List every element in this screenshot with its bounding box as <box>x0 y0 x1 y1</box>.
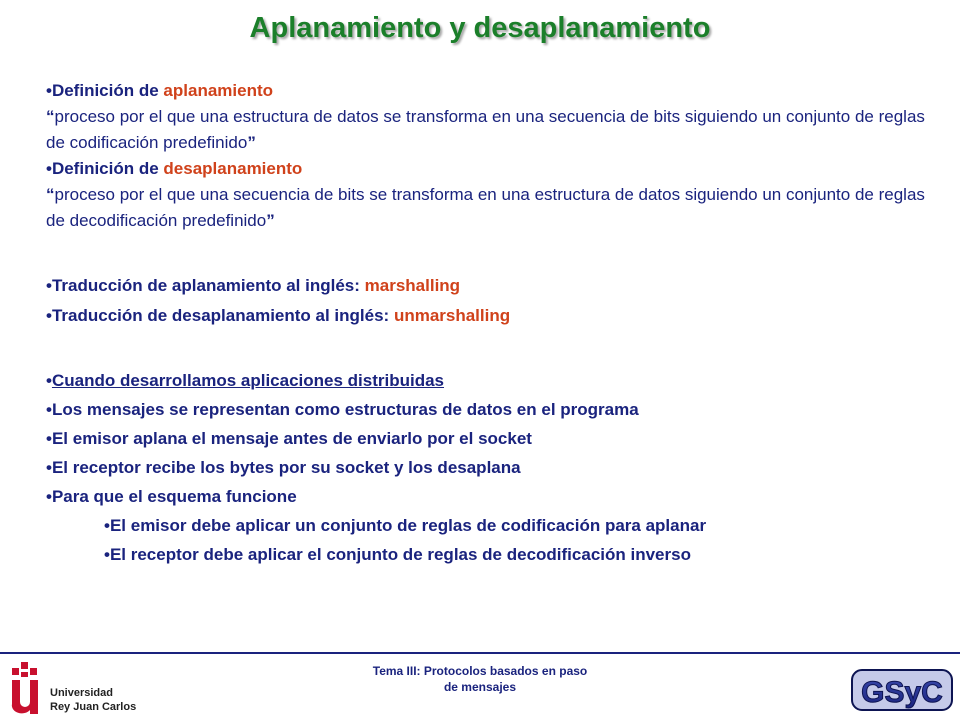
bullet: • <box>46 159 52 178</box>
bullet: • <box>46 81 52 100</box>
definition-prefix: Definición de <box>51 159 164 178</box>
sub-list-item <box>46 542 926 568</box>
bullet: • <box>104 545 110 564</box>
bullet: • <box>46 458 52 477</box>
translation-prefix: Traducción de desaplanamiento al inglés: <box>51 306 394 325</box>
slide-content <box>46 78 926 568</box>
spacer <box>46 234 926 260</box>
list-item-text: El emisor aplana el mensaje antes de enviarlo por el socket <box>51 429 532 448</box>
distributed-heading-text: Cuando desarrollamos aplicaciones distribuidas <box>51 371 445 390</box>
university-name-line1: Universidad <box>50 687 113 699</box>
translation-prefix: Traducción de aplanamiento al inglés: <box>51 276 365 295</box>
list-item <box>46 484 926 510</box>
sub-list-item-text: El emisor debe aplicar un conjunto de reglas de codificación para aplanar <box>109 516 707 535</box>
gsyc-logo <box>850 666 954 714</box>
list-item <box>46 426 926 452</box>
close-quote: ” <box>247 133 256 152</box>
spacer <box>46 355 926 368</box>
spacer <box>46 329 926 355</box>
distributed-heading <box>46 368 926 394</box>
definition-aplanamiento <box>46 78 926 104</box>
definition-desaplanamiento-text <box>46 182 926 234</box>
term-marshalling: marshalling <box>364 276 461 295</box>
sub-list-item <box>46 513 926 539</box>
definition-prefix: Definición de <box>51 81 164 100</box>
term-desaplanamiento: desaplanamiento <box>163 159 303 178</box>
gsyc-logo-text: GSyC <box>861 676 943 709</box>
list-item <box>46 455 926 481</box>
definition-desaplanamiento <box>46 156 926 182</box>
bullet: • <box>46 306 52 325</box>
university-name <box>50 686 136 714</box>
sub-list-item-text: El receptor debe aplicar el conjunto de reglas de decodificación inverso <box>109 545 691 564</box>
bullet: • <box>46 429 52 448</box>
term-aplanamiento: aplanamiento <box>163 81 274 100</box>
spacer <box>46 260 926 273</box>
list-item <box>46 397 926 423</box>
definition-body: proceso por el que una estructura de datos se transforma en una secuencia de bits siguiendo un conjunto de reglas de codificación predefinido <box>46 107 925 152</box>
university-name-line2: Rey Juan Carlos <box>50 701 137 713</box>
translation-marshalling <box>46 273 926 299</box>
definition-body: proceso por el que una secuencia de bits se transforma en una estructura de datos siguiendo un conjunto de reglas de decodificación predefinido <box>46 185 925 230</box>
open-quote: “ <box>46 185 55 204</box>
footer-line2: de mensajes <box>443 680 517 694</box>
bullet: • <box>46 400 52 419</box>
footer-divider <box>0 652 960 654</box>
list-item-text: Para que el esquema funcione <box>51 487 297 506</box>
translation-unmarshalling <box>46 303 926 329</box>
close-quote: ” <box>266 211 275 230</box>
open-quote: “ <box>46 107 55 126</box>
list-item-text: El receptor recibe los bytes por su socket y los desaplana <box>51 458 521 477</box>
bullet: • <box>104 516 110 535</box>
bullet: • <box>46 276 52 295</box>
footer-line1: Tema III: Protocolos basados en paso <box>372 664 588 678</box>
list-item-text: Los mensajes se representan como estructuras de datos en el programa <box>51 400 639 419</box>
term-unmarshalling: unmarshalling <box>393 306 511 325</box>
slide-title: Aplanamiento y desaplanamiento <box>249 12 711 44</box>
bullet: • <box>46 487 52 506</box>
definition-aplanamiento-text <box>46 104 926 156</box>
bullet: • <box>46 371 52 390</box>
footer-caption <box>330 663 630 695</box>
